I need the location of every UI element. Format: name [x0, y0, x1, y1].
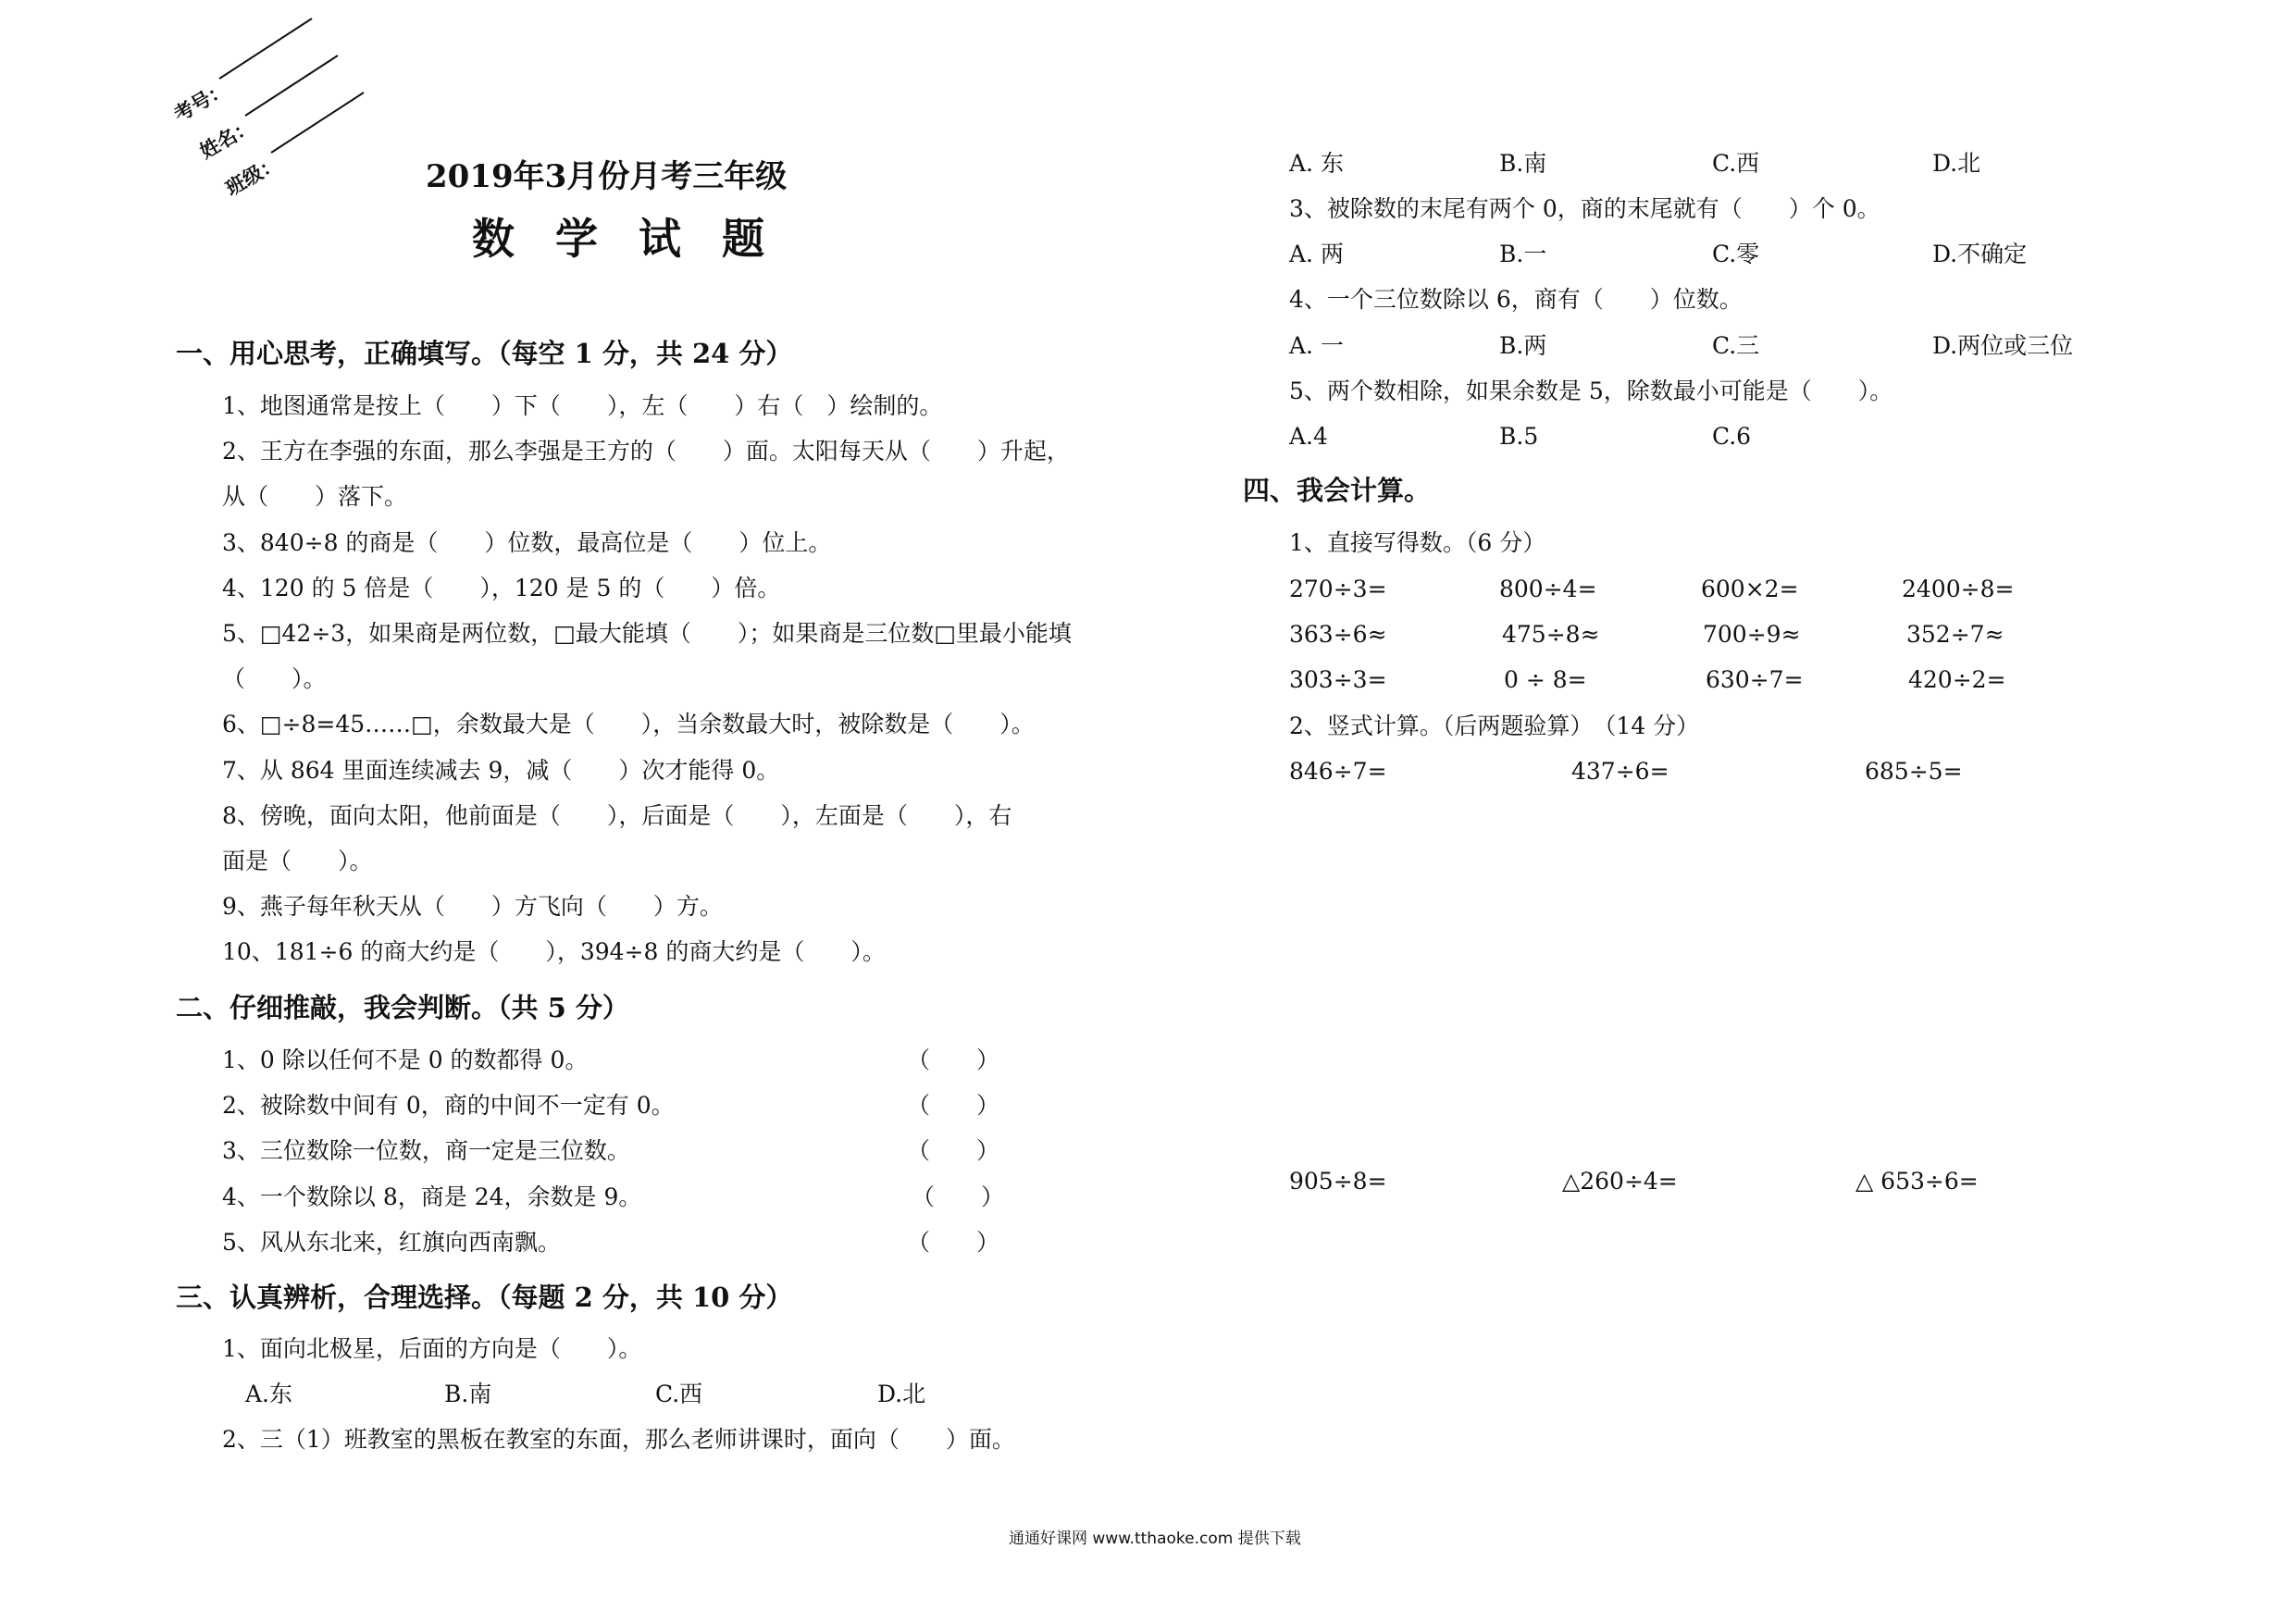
vertical-calc-item: △260÷4= [1562, 1168, 1678, 1195]
choice-option[interactable]: D.北 [1932, 150, 1981, 177]
choice-question: 1、面向北极星，后面的方向是（ ）。 [222, 1335, 642, 1362]
section1-line: 面是（ ）。 [222, 848, 373, 874]
choice-option[interactable]: B.一 [1499, 241, 1547, 267]
choice-option[interactable]: B.5 [1499, 423, 1539, 450]
section1-line: 2、王方在李强的东面，那么李强是王方的（ ）面。太阳每天从（ ）升起， [222, 438, 1070, 465]
judge-item: 5、风从东北来，红旗向西南飘。 [222, 1229, 561, 1256]
section1-line: 10、181÷6 的商大约是（ ），394÷8 的商大约是（ ）。 [222, 938, 886, 965]
judge-item: 2、被除数中间有 0，商的中间不一定有 0。 [222, 1092, 675, 1119]
section1-line: （ ）。 [222, 665, 327, 692]
choice-question: 2、三（1）班教室的黑板在教室的东面，那么老师讲课时，面向（ ）面。 [222, 1426, 1015, 1453]
choice-option[interactable]: C.三 [1712, 332, 1760, 359]
judge-bracket[interactable]: （ ） [907, 1047, 1000, 1073]
calc-item: 800÷4= [1499, 576, 1597, 602]
judge-bracket[interactable]: （ ） [907, 1229, 1000, 1256]
choice-question: 3、被除数的末尾有两个 0，商的末尾就有（ ）个 0。 [1289, 195, 1880, 222]
name-label: 姓名： [195, 114, 258, 164]
calc-item: 0 ÷ 8= [1504, 666, 1587, 693]
section4-heading: 四、我会计算。 [1243, 475, 1432, 506]
judge-bracket[interactable]: （ ） [907, 1092, 1000, 1119]
vertical-calc-item: 846÷7= [1289, 758, 1387, 785]
vertical-calc-item: 685÷5= [1865, 758, 1963, 785]
section1-line: 5、□42÷3，如果商是两位数，□最大能填（ ）；如果商是三位数□里最小能填 [222, 620, 1072, 647]
section2-heading: 二、仔细推敲，我会判断。（共 5 分） [176, 992, 629, 1023]
section1-line: 8、傍晚，面向太阳，他前面是（ ），后面是（ ），左面是（ ），右 [222, 802, 1012, 829]
choice-option[interactable]: D.北 [877, 1381, 926, 1407]
judge-item: 1、0 除以任何不是 0 的数都得 0。 [222, 1047, 589, 1073]
calc-item: 363÷6≈ [1289, 621, 1387, 648]
judge-bracket[interactable]: （ ） [912, 1183, 1005, 1210]
choice-option[interactable]: A.东 [245, 1381, 293, 1407]
section1-line: 6、□÷8=45……□，余数最大是（ ），当余数最大时，被除数是（ ）。 [222, 711, 1035, 737]
calc-item: 352÷7≈ [1906, 621, 2004, 648]
vertical-calc-item: △ 653÷6= [1855, 1168, 1979, 1195]
choice-option[interactable]: C.零 [1712, 241, 1760, 267]
choice-option[interactable]: B.南 [1499, 150, 1547, 177]
section1-line: 4、120 的 5 倍是（ ），120 是 5 的（ ）倍。 [222, 575, 781, 601]
calc-item: 2400÷8= [1902, 576, 2015, 602]
choice-option[interactable]: A. 两 [1289, 241, 1344, 267]
judge-item: 3、三位数除一位数，商一定是三位数。 [222, 1137, 630, 1164]
footer-credit: 通通好课网 www.tthaoke.com 提供下载 [1009, 1530, 1301, 1548]
choice-option[interactable]: C.6 [1712, 423, 1752, 450]
choice-option[interactable]: C.西 [1712, 150, 1760, 177]
calc-item: 700÷9≈ [1703, 621, 1801, 648]
section1-line: 7、从 864 里面连续减去 9，减（ ）次才能得 0。 [222, 757, 780, 784]
section1-line: 9、燕子每年秋天从（ ）方飞向（ ）方。 [222, 893, 723, 920]
choice-question: 4、一个三位数除以 6，商有（ ）位数。 [1289, 286, 1743, 313]
vertical-calc-item: 437÷6= [1571, 758, 1669, 785]
calc-item: 420÷2= [1908, 666, 2006, 693]
section4-sub1: 1、直接写得数。（6 分） [1289, 529, 1546, 556]
section1-line: 从（ ）落下。 [222, 483, 408, 510]
choice-question: 5、两个数相除，如果余数是 5，除数最小可能是（ ）。 [1289, 378, 1893, 404]
exam-subtitle: 数学试题 [472, 214, 805, 264]
choice-option[interactable]: A.4 [1289, 423, 1328, 450]
calc-item: 303÷3= [1289, 666, 1387, 693]
section1-heading: 一、用心思考，正确填写。（每空 1 分，共 24 分） [176, 338, 793, 369]
judge-item: 4、一个数除以 8，商是 24，余数是 9。 [222, 1183, 642, 1210]
choice-option[interactable]: C.西 [655, 1381, 703, 1407]
calc-item: 270÷3= [1289, 576, 1387, 602]
choice-option[interactable]: B.两 [1499, 332, 1547, 359]
section3-heading: 三、认真辨析，合理选择。（每题 2 分，共 10 分） [176, 1282, 793, 1313]
exam-number-label: 考号： [169, 77, 232, 127]
calc-item: 600×2= [1701, 576, 1799, 602]
choice-option[interactable]: D.两位或三位 [1932, 332, 2074, 359]
judge-bracket[interactable]: （ ） [907, 1137, 1000, 1164]
choice-option[interactable]: A. 东 [1289, 150, 1344, 177]
calc-item: 630÷7= [1706, 666, 1804, 693]
vertical-calc-item: 905÷8= [1289, 1168, 1387, 1195]
choice-option[interactable]: B.南 [444, 1381, 492, 1407]
section1-line: 1、地图通常是按上（ ）下（ ），左（ ）右（ ）绘制的。 [222, 392, 943, 419]
choice-option[interactable]: D.不确定 [1932, 241, 2028, 267]
choice-option[interactable]: A. 一 [1289, 332, 1344, 359]
section4-sub2: 2、竖式计算。（后两题验算） （14 分） [1289, 712, 1700, 739]
class-label: 班级： [221, 151, 284, 201]
exam-title: 2019年3月份月考三年级 [426, 158, 788, 195]
section1-line: 3、840÷8 的商是（ ）位数，最高位是（ ）位上。 [222, 529, 832, 556]
calc-item: 475÷8≈ [1502, 621, 1600, 648]
